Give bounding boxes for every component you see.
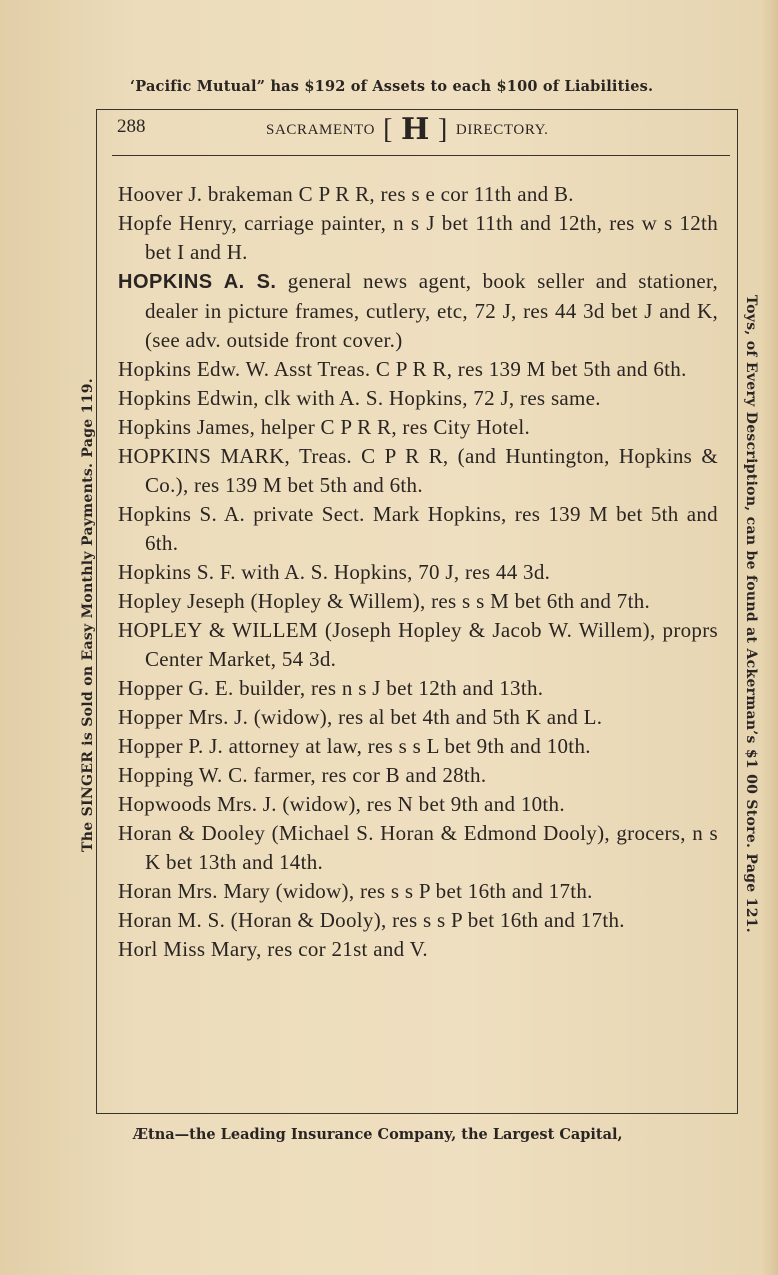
directory-entry: HOPKINS MARK, Treas. C P R R, (and Huntington, Hopkins & Co.), res 139 M bet 5th and 6th. [118,444,718,497]
top-advertisement: ‘Pacific Mutual” has $192 of Assets to each $100 of Liabilities. [130,78,654,95]
running-head-city: SACRAMENTO [266,121,376,138]
directory-entry: Hopping W. C. farmer, res cor B and 28th. [118,763,487,787]
header-rule [112,155,730,156]
directory-entry: Hopfe Henry, carriage painter, n s J bet 11th and 12th, res w s 12th bet I and H. [118,211,718,264]
directory-entry: Hoover J. brakeman C P R R, res s e cor 11th and B. [118,182,574,206]
directory-entry: Hopper P. J. attorney at law, res s s L bet 9th and 10th. [118,734,591,758]
entry-detail: general news agent, book seller and stationer, dealer in picture frames, cutlery, etc, 72 J, res 44 3d bet J and K, (see adv. outside front cover.) [145,269,719,352]
left-margin-text: The SINGER is Sold on Easy Monthly Payments. Page 119. [80,378,96,852]
directory-entry: Horan Mrs. Mary (widow), res s s P bet 16th and 17th. [118,879,593,903]
directory-entry: HOPLEY & WILLEM (Joseph Hopley & Jacob W. Willem), proprs Center Market, 54 3d. [118,618,718,671]
directory-entry: Horan M. S. (Horan & Dooly), res s s P bet 16th and 17th. [118,908,625,932]
page-number: 288 [117,116,146,137]
directory-entry: Hopkins S. F. with A. S. Hopkins, 70 J, res 44 3d. [118,560,551,584]
entry-name-bold: HOPKINS A. S. [118,271,277,293]
running-head [266,112,549,147]
bracket-open: [ [383,114,394,145]
directory-entry: Horan & Dooley (Michael S. Horan & Edmond Dooly), grocers, n s K bet 13th and 14th. [118,821,718,874]
section-letter: H [401,112,430,147]
running-head-section: DIRECTORY. [455,121,549,138]
directory-entry: Hopkins Edwin, clk with A. S. Hopkins, 72 J, res same. [118,386,601,410]
directory-entry [118,267,718,355]
bracket-close: ] [437,114,448,145]
directory-entry: Horl Miss Mary, res cor 21st and V. [118,937,428,961]
directory-entry: Hopper Mrs. J. (widow), res al bet 4th and 5th K and L. [118,705,603,729]
right-margin-text: Toys, of Every Description, can be found at Ackerman’s $1 00 Store. Page 121. [743,295,759,933]
directory-entry: Hopley Jeseph (Hopley & Willem), res s s M bet 6th and 7th. [118,589,651,613]
directory-entry: Hopkins Edw. W. Asst Treas. C P R R, res 139 M bet 5th and 6th. [118,357,687,381]
directory-entry: Hopwoods Mrs. J. (widow), res N bet 9th and 10th. [118,792,565,816]
bottom-advertisement: Ætna—the Leading Insurance Company, the Largest Capital, [133,1126,623,1143]
page-edge [760,0,778,1275]
directory-entry: Hopkins S. A. private Sect. Mark Hopkins, res 139 M bet 5th and 6th. [118,502,718,555]
directory-entries [118,180,718,964]
directory-entry: Hopper G. E. builder, res n s J bet 12th and 13th. [118,676,544,700]
directory-entry: Hopkins James, helper C P R R, res City Hotel. [118,415,530,439]
